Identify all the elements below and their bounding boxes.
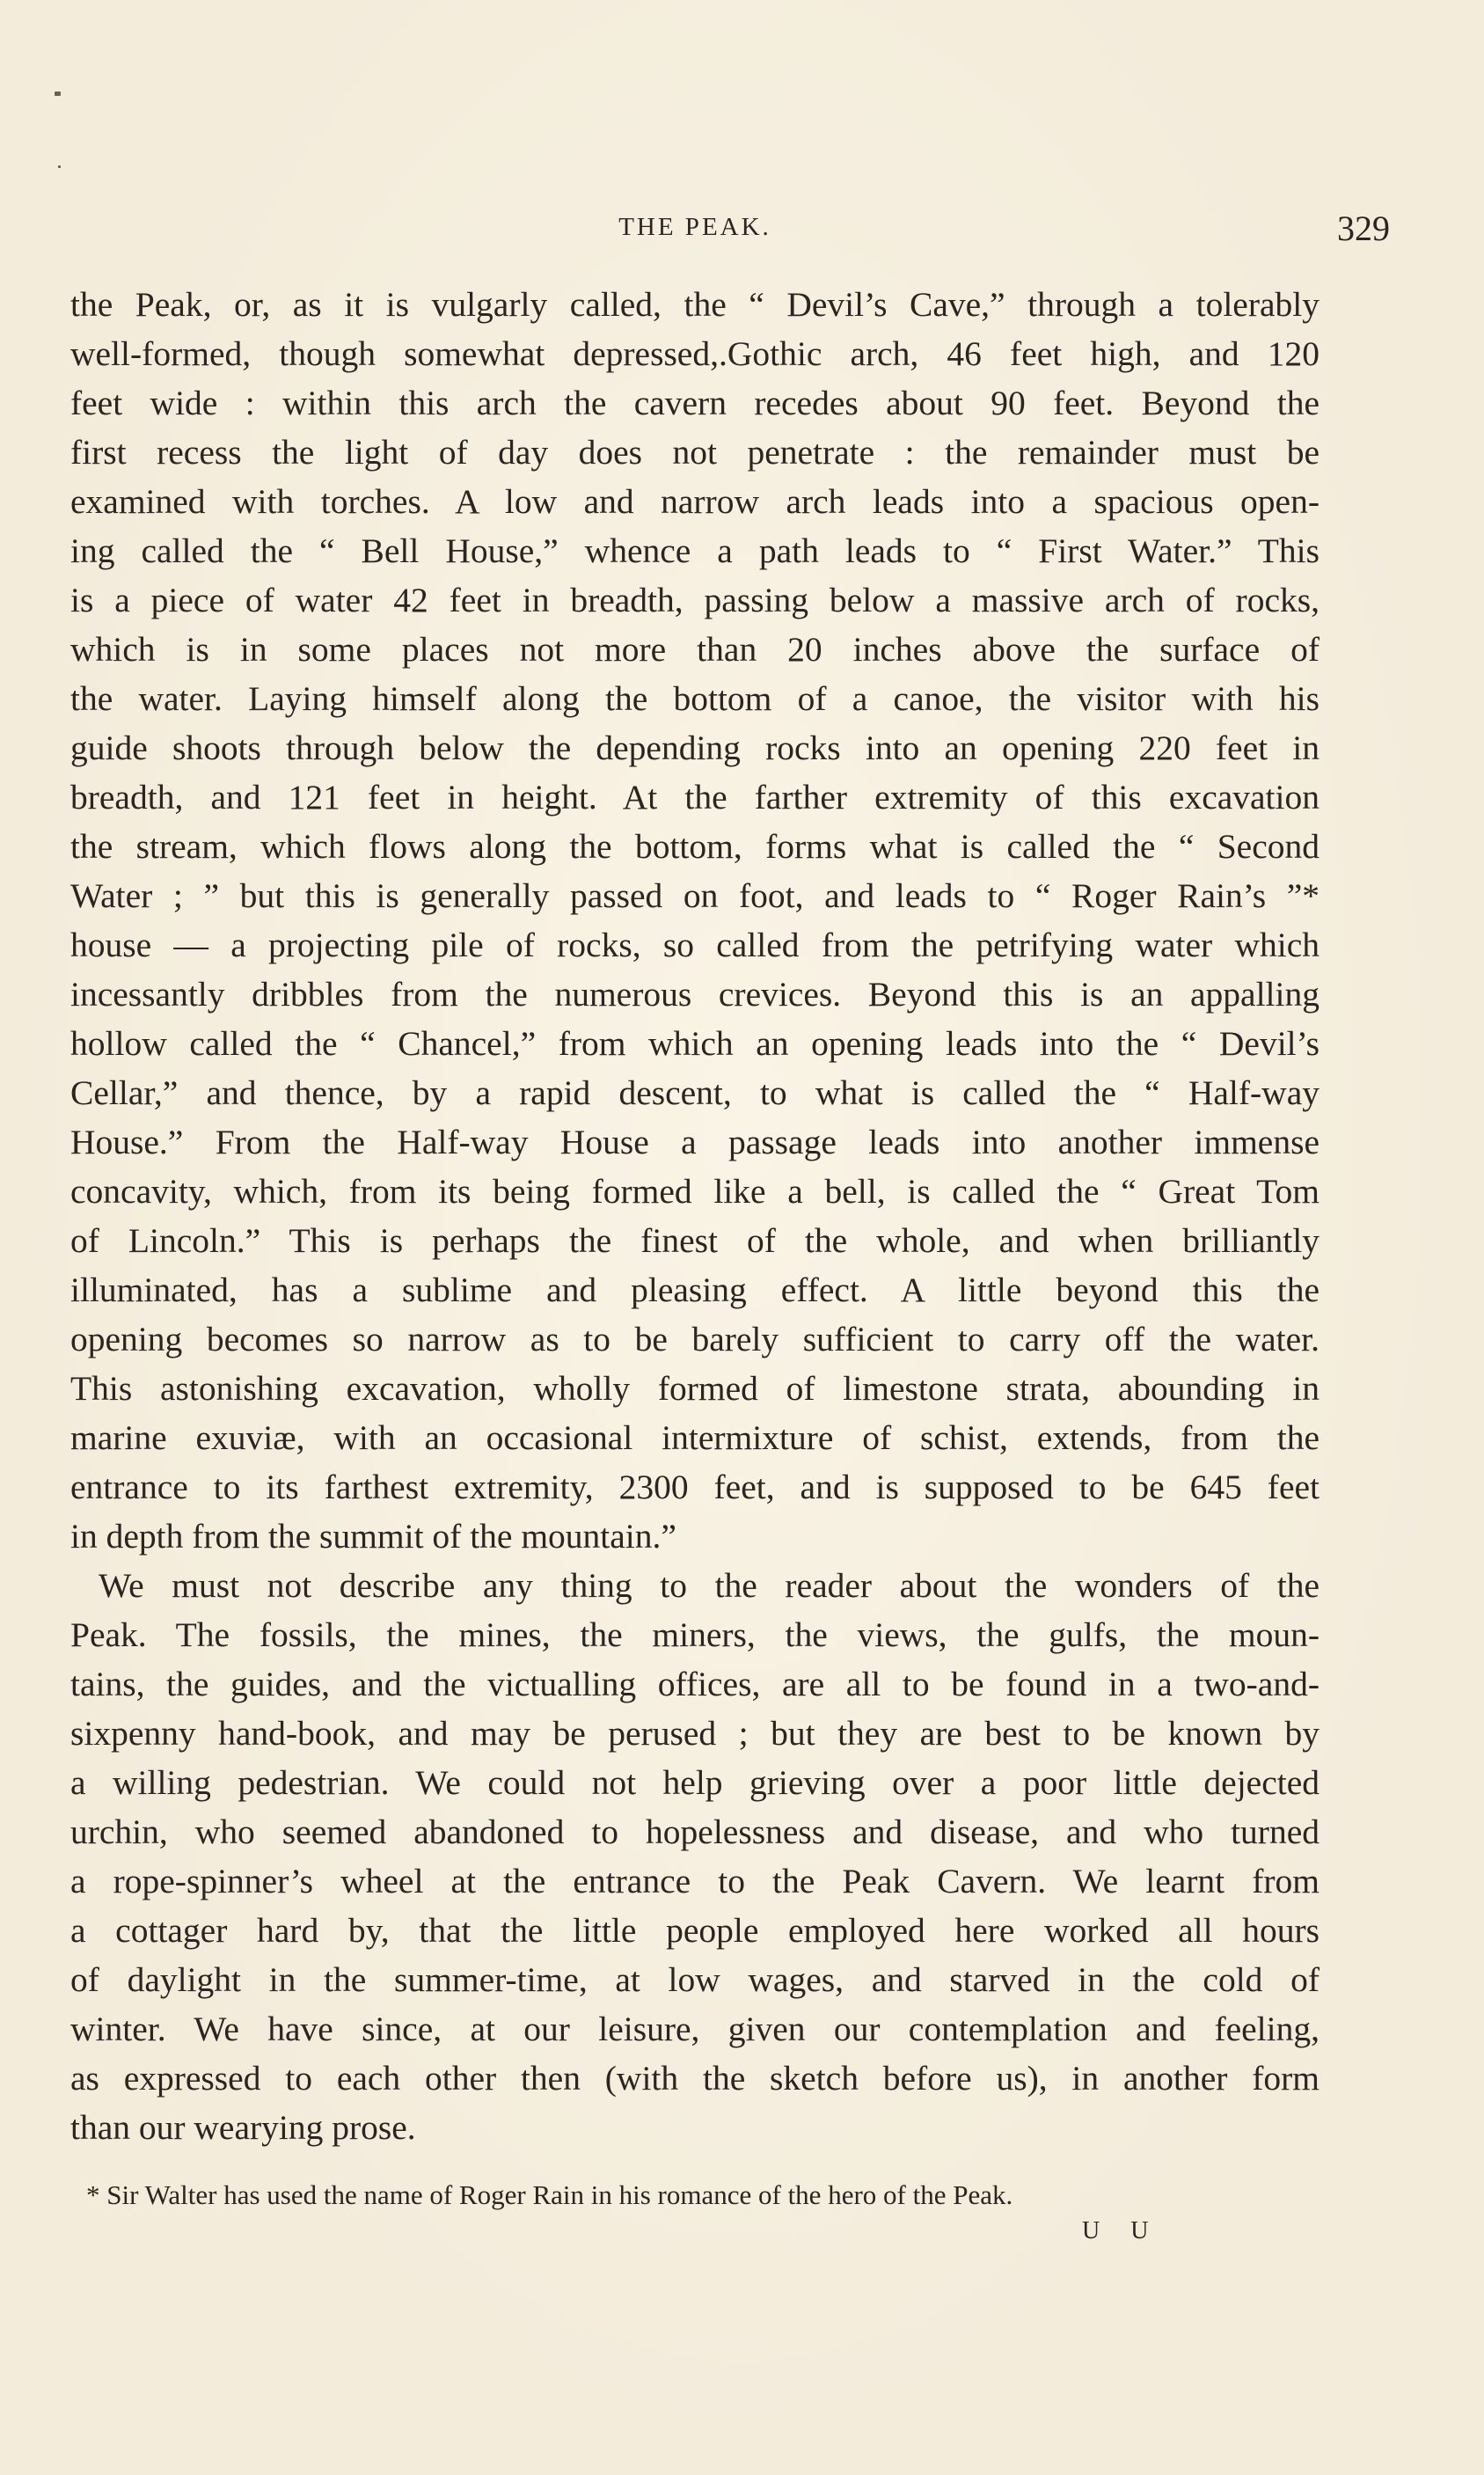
text-line: urchin, who seemed abandoned to hopelessness and disease, and who turned	[70, 1812, 1320, 1851]
text-line: Peak. The fossils, the mines, the miners, the views, the gulfs, the moun-	[70, 1615, 1320, 1654]
text-line: incessantly dribbles from the numerous crevices. Beyond this is an appalling	[70, 975, 1320, 1014]
page-number: 329	[1337, 209, 1390, 248]
text-line: which is in some places not more than 20 inches above the surface of	[70, 630, 1320, 669]
text-line: opening becomes so narrow as to be barely sufficient to carry off the water.	[70, 1320, 1320, 1358]
footnote: * Sir Walter has used the name of Roger Rain in his romance of the hero of the Peak.	[86, 2179, 1013, 2210]
text-line: the stream, which flows along the bottom, forms what is called the “ Second	[70, 827, 1320, 866]
text-line: the water. Laying himself along the bottom of a canoe, the visitor with his	[70, 679, 1320, 718]
text-line: breadth, and 121 feet in height. At the farther extremity of this excavation	[70, 778, 1320, 816]
text-line: of Lincoln.” This is perhaps the finest of the whole, and when brilliantly	[70, 1221, 1320, 1260]
print-speck	[55, 92, 61, 96]
text-line: entrance to its farthest extremity, 2300 feet, and is supposed to be 645 feet	[70, 1468, 1320, 1506]
body-text	[70, 280, 1320, 2152]
text-line: a willing pedestrian. We could not help grieving over a poor little dejected	[70, 1763, 1320, 1802]
text-line: well-formed, though somewhat depressed,.Gothic arch, 46 feet high, and 120	[70, 334, 1320, 373]
footnote-block	[70, 2177, 1320, 2249]
text-line: ing called the “ Bell House,” whence a path leads to “ First Water.” This	[70, 531, 1320, 570]
text-line: hollow called the “ Chancel,” from which an opening leads into the “ Devil’s	[70, 1024, 1320, 1063]
text-line: guide shoots through below the depending rocks into an opening 220 feet in	[70, 729, 1320, 767]
text-line: of daylight in the summer-time, at low wages, and starved in the cold of	[70, 1960, 1320, 1999]
text-line: is a piece of water 42 feet in breadth, passing below a massive arch of rocks,	[70, 581, 1320, 619]
text-line: tains, the guides, and the victualling offices, are all to be found in a two-and-	[70, 1665, 1320, 1703]
text-line: This astonishing excavation, wholly formed of limestone strata, abounding in	[70, 1369, 1320, 1408]
text-line: a cottager hard by, that the little people employed here worked all hours	[70, 1911, 1320, 1950]
paragraph-start-line: We must not describe any thing to the reader about the wonders of the	[99, 1566, 1320, 1605]
text-line: house — a projecting pile of rocks, so called from the petrifying water which	[70, 926, 1320, 964]
text-line: illuminated, has a sublime and pleasing effect. A little beyond this the	[70, 1270, 1320, 1309]
signature-mark: U U	[1082, 2217, 1161, 2244]
text-line: marine exuviæ, with an occasional intermixture of schist, extends, from the	[70, 1418, 1320, 1457]
text-line: than our wearying prose.	[70, 2108, 416, 2147]
text-line: concavity, which, from its being formed like a bell, is called the “ Great Tom	[70, 1172, 1320, 1211]
text-line: Water ; ” but this is generally passed on foot, and leads to “ Roger Rain’s ”*	[70, 876, 1320, 915]
text-line: first recess the light of day does not penetrate : the remainder must be	[70, 433, 1320, 472]
text-line: House.” From the Half-way House a passage leads into another immense	[70, 1123, 1320, 1161]
text-line: feet wide : within this arch the cavern recedes about 90 feet. Beyond the	[70, 384, 1320, 422]
text-line: sixpenny hand-book, and may be perused ; but they are best to be known by	[70, 1714, 1320, 1753]
running-title: THE PEAK.	[618, 213, 771, 241]
running-head	[70, 208, 1390, 260]
text-line: winter. We have since, at our leisure, given our contemplation and feeling,	[70, 2010, 1320, 2048]
text-line: Cellar,” and thence, by a rapid descent, to what is called the “ Half-way	[70, 1073, 1320, 1112]
print-speck	[58, 165, 61, 168]
text-line: as expressed to each other then (with the sketch before us), in another form	[70, 2059, 1320, 2098]
text-line: the Peak, or, as it is vulgarly called, the “ Devil’s Cave,” through a tolerably	[70, 285, 1320, 324]
text-line: a rope-spinner’s wheel at the entrance to the Peak Cavern. We learnt from	[70, 1862, 1320, 1900]
text-line: examined with torches. A low and narrow arch leads into a spacious open-	[70, 482, 1320, 521]
text-line: in depth from the summit of the mountain.”	[70, 1517, 676, 1556]
